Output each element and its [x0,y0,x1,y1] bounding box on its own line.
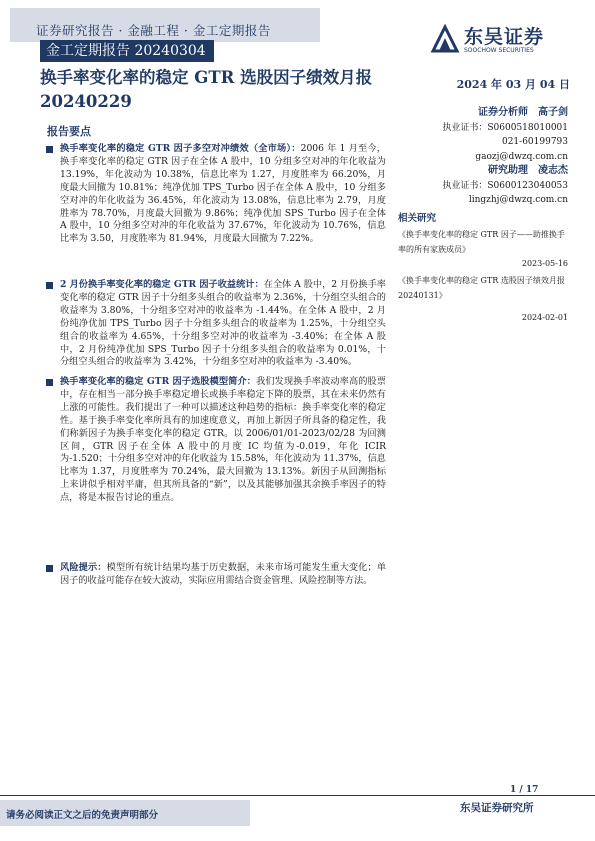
summary-bullet [46,279,386,369]
disclaimer-banner [0,800,250,826]
related-research [398,212,568,326]
analyst-license: 执业证书：S0600518010001 [442,122,568,133]
footer-divider [0,795,595,796]
analyst-phone: 021-60199793 [501,137,568,147]
bullet-square-icon [46,565,53,572]
related-item-title[interactable]: 《换手率变化率的稳定 GTR 选股因子绩效月报 20240131》 [398,276,565,300]
summary-heading: 报告要点 [47,125,91,138]
bullet-text: 2006 年 1 月至今，换手率变化率的稳定 GTR 因子在全体 A 股中，10 分组多空对冲的年化收益为 13.19%，年化波动为 10.38%，信息比率为 1.27，月度胜率为 66.20%，月度最大回撤为 10.81%；纯净优加 TPS_Turbo 因子在全体 A 股中，10 分组多空对冲的年化收益为 36.45%，年化波动为 13.08%，信息比率为 2.79，月度胜率为 78.70%，月度最大回撤为 9.86%；纯净优加 SPS_Turbo 因子在全体 A 股中，10 分组多空对冲的年化收益为 37.67%，年化波动为 10.76%，信息比率为 3.50，月度胜率为 81.94%，月度最大回撤为 7.22%。 [60,143,386,245]
analyst-block [398,106,568,208]
bullet-lead: 2 月份换手率变化率的稳定 GTR 因子收益统计： [60,279,264,290]
bullet-lead: 风险提示： [60,562,107,573]
bullet-text: 在全体 A 股中，2 月份换手率变化率的稳定 GTR 因子十分组多头组合的收益率为 2.36%，十分组空头组合的收益率为 3.80%，十分组多空对冲的收益率为 -1.44%。在全体 A 股中，2 月份纯净优加 TPS_Turbo 因子十分组多头组合的收益率为 1.25%，十分组空头组合的收益率为 4.65%，十分组多空对冲的收益率为 -3.40%；在全体 A 股中，2 月份纯净优加 SPS_Turbo 因子十分组多头组合的收益率为 0.01%，十分组空头组合的收益率为 3.42%，十分组多空对冲的收益率为 -3.40%。 [60,279,386,368]
report-type-label: 金工定期报告 20240304 [40,40,214,62]
logo-text-cn: 东吴证券 [464,26,545,48]
bullet-text: 模型所有统计结果均基于历史数据，未来市场可能发生重大变化；单因子的收益可能存在较大波动，实际应用需结合资金管理、风险控制等方法。 [60,562,387,586]
analyst-name: 证券分析师 高子剑 [478,107,568,118]
related-heading: 相关研究 [398,213,437,224]
logo-mark-icon [430,24,460,54]
bullet-square-icon [46,379,53,386]
summary-bullet [46,562,386,588]
firm-name: 东吴证券研究所 [460,802,534,814]
related-item-date: 2024-02-01 [521,313,568,322]
assistant-email[interactable]: lingzhj@dwzq.com.cn [468,195,568,205]
analyst-email[interactable]: gaozj@dwzq.com.cn [475,151,568,162]
page-title: 换手率变化率的稳定 GTR 选股因子绩效月报 20240229 [40,68,373,111]
page-number: 1 / 17 [510,785,539,795]
breadcrumb: 证券研究报告 · 金融工程 · 金工定期报告 [36,23,271,38]
related-item-title[interactable]: 《换手率变化率的稳定 GTR 因子——助推换手率的所有家族成员》 [398,229,565,254]
bullet-square-icon [46,282,53,289]
report-date: 2024 年 03 月 04 日 [456,78,570,91]
summary-bullet [46,143,386,246]
logo-text-en: SOOCHOW SECURITIES [464,47,534,54]
disclaimer-text: 请务必阅读正文之后的免责声明部分 [6,810,159,821]
bullet-square-icon [46,146,53,153]
breadcrumb-banner [10,8,320,42]
bullet-lead: 换手率变化率的稳定 GTR 因子选股模型简介： [60,376,257,387]
related-item-date: 2023-05-16 [521,258,568,268]
bullet-text: 我们发现换手率波动率高的股票中，存在相当一部分换手率稳定增长或换手率稳定下降的股票，其在未来仍然有上涨的可能性。我们提出了一种可以描述这种趋势的指标：换手率变化率的稳定性。基于换手率变化率所具有的加速度意义，再加上新因子所具备的稳定性，我们称新因子为换手率变化率的稳定 GTR。以 2006/01/01-2023/02/28 为回测区间，GTR 因子在全体 A 股中的月度 IC 均值为-0.019，年化 ICIR 为-1.520；十分组多空对冲的年化收益为 15.58%，年化波动为 11.37%，信息比率为 1.37，月度胜率为 70.24%，最大回撤为 13.13%。新因子从回测指标上来讲似乎相对平庸，但其所具备的“新”，以及其能够加强其余换手率因子的特点，将是本报告讨论的重点。 [60,376,386,504]
summary-bullet [46,376,386,505]
bullet-lead: 换手率变化率的稳定 GTR 因子多空对冲绩效（全市场）： [60,143,301,154]
company-logo [430,18,570,58]
assistant-name: 研究助理 凌志杰 [488,165,568,176]
assistant-license: 执业证书：S0600123040053 [442,180,568,191]
